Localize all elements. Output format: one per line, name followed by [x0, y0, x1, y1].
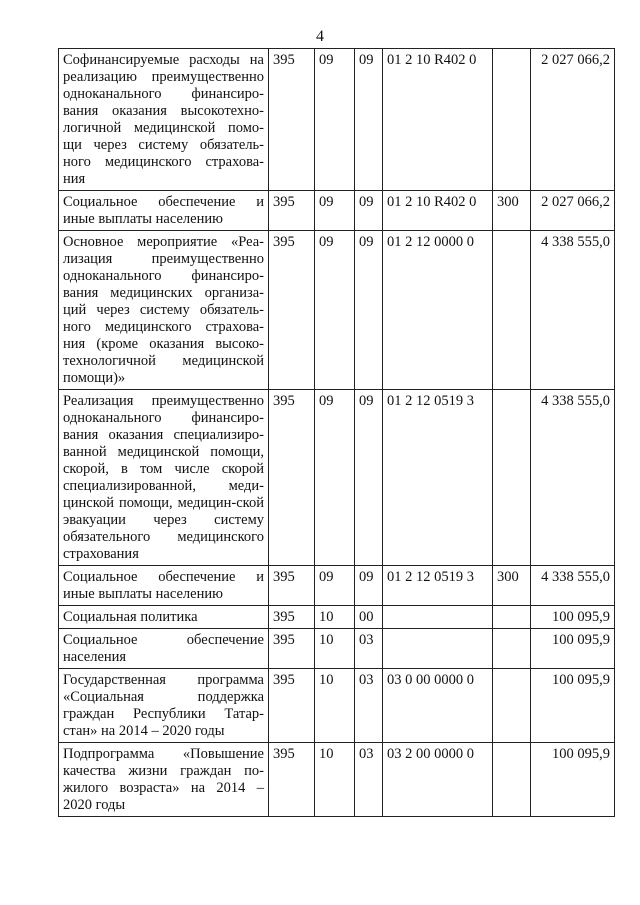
- amount-cell: 100 095,9: [531, 743, 615, 817]
- row-name-cell: Государственная программа «Социальная поддержка граждан Республики Татар-стан» на 2014 – 2020 годы: [59, 669, 269, 743]
- subsection-code-cell: 03: [355, 743, 383, 817]
- row-name-cell: Социальная политика: [59, 606, 269, 629]
- table-row: [59, 566, 615, 606]
- target-article-cell: 01 2 10 R402 0: [383, 191, 493, 231]
- target-article-cell: 01 2 12 0519 3: [383, 390, 493, 566]
- subsection-code-cell: 03: [355, 669, 383, 743]
- ministry-code-cell: 395: [269, 566, 315, 606]
- subsection-code-cell: 03: [355, 629, 383, 669]
- table-row: [59, 629, 615, 669]
- page-number: 4: [316, 28, 324, 45]
- expense-type-cell: 300: [493, 566, 531, 606]
- subsection-code-cell: 09: [355, 390, 383, 566]
- section-code-cell: 10: [315, 629, 355, 669]
- row-name-cell: Социальное обеспечение и иные выплаты населению: [59, 566, 269, 606]
- ministry-code-cell: 395: [269, 390, 315, 566]
- ministry-code-cell: 395: [269, 191, 315, 231]
- target-article-cell: 01 2 12 0000 0: [383, 231, 493, 390]
- target-article-cell: [383, 606, 493, 629]
- row-name-cell: Софинансируемые расходы на реализацию преимущественно одноканального финансиро-вания оказания высокотехно-логичной медицинской помо-щи через систему обязатель-ного медицинского страхова-ния: [59, 49, 269, 191]
- subsection-code-cell: 09: [355, 566, 383, 606]
- expense-type-cell: [493, 669, 531, 743]
- row-name-cell: Основное мероприятие «Реа-лизация преимущественно одноканального финансиро-вания медицинских организа-ций через систему обязатель-ного медицинского страхова-ния (кроме оказания высоко-технологичной медицинской помощи)»: [59, 231, 269, 390]
- ministry-code-cell: 395: [269, 629, 315, 669]
- table-row: [59, 49, 615, 191]
- table-row: [59, 191, 615, 231]
- expense-type-cell: 300: [493, 191, 531, 231]
- ministry-code-cell: 395: [269, 669, 315, 743]
- ministry-code-cell: 395: [269, 231, 315, 390]
- amount-cell: 100 095,9: [531, 606, 615, 629]
- target-article-cell: 03 2 00 0000 0: [383, 743, 493, 817]
- subsection-code-cell: 09: [355, 231, 383, 390]
- section-code-cell: 09: [315, 49, 355, 191]
- section-code-cell: 09: [315, 390, 355, 566]
- section-code-cell: 09: [315, 191, 355, 231]
- target-article-cell: 01 2 12 0519 3: [383, 566, 493, 606]
- section-code-cell: 10: [315, 669, 355, 743]
- section-code-cell: 09: [315, 231, 355, 390]
- table-row: [59, 606, 615, 629]
- row-name-cell: Подпрограмма «Повышение качества жизни граждан по-жилого возраста» на 2014 – 2020 годы: [59, 743, 269, 817]
- row-name-cell: Реализация преимущественно одноканального финансиро-вания оказания специализиро-ванной медицинской помощи, скорой, в том числе скорой специализированной, меди-цинской помощи, медицин-ской эвакуации через систему обязательного медицинского страхования: [59, 390, 269, 566]
- expense-type-cell: [493, 743, 531, 817]
- expense-type-cell: [493, 231, 531, 390]
- section-code-cell: 10: [315, 606, 355, 629]
- expense-type-cell: [493, 390, 531, 566]
- section-code-cell: 09: [315, 566, 355, 606]
- table-row: [59, 669, 615, 743]
- section-code-cell: 10: [315, 743, 355, 817]
- target-article-cell: 03 0 00 0000 0: [383, 669, 493, 743]
- table-row: [59, 231, 615, 390]
- budget-table: [58, 48, 615, 817]
- amount-cell: 4 338 555,0: [531, 231, 615, 390]
- subsection-code-cell: 00: [355, 606, 383, 629]
- amount-cell: 2 027 066,2: [531, 49, 615, 191]
- amount-cell: 2 027 066,2: [531, 191, 615, 231]
- amount-cell: 100 095,9: [531, 669, 615, 743]
- table-row: [59, 390, 615, 566]
- amount-cell: 4 338 555,0: [531, 390, 615, 566]
- target-article-cell: [383, 629, 493, 669]
- amount-cell: 100 095,9: [531, 629, 615, 669]
- ministry-code-cell: 395: [269, 743, 315, 817]
- ministry-code-cell: 395: [269, 49, 315, 191]
- expense-type-cell: [493, 49, 531, 191]
- table-row: [59, 743, 615, 817]
- row-name-cell: Социальное обеспечение населения: [59, 629, 269, 669]
- subsection-code-cell: 09: [355, 49, 383, 191]
- expense-type-cell: [493, 629, 531, 669]
- table-body: [59, 49, 615, 817]
- target-article-cell: 01 2 10 R402 0: [383, 49, 493, 191]
- row-name-cell: Социальное обеспечение и иные выплаты населению: [59, 191, 269, 231]
- subsection-code-cell: 09: [355, 191, 383, 231]
- amount-cell: 4 338 555,0: [531, 566, 615, 606]
- expense-type-cell: [493, 606, 531, 629]
- ministry-code-cell: 395: [269, 606, 315, 629]
